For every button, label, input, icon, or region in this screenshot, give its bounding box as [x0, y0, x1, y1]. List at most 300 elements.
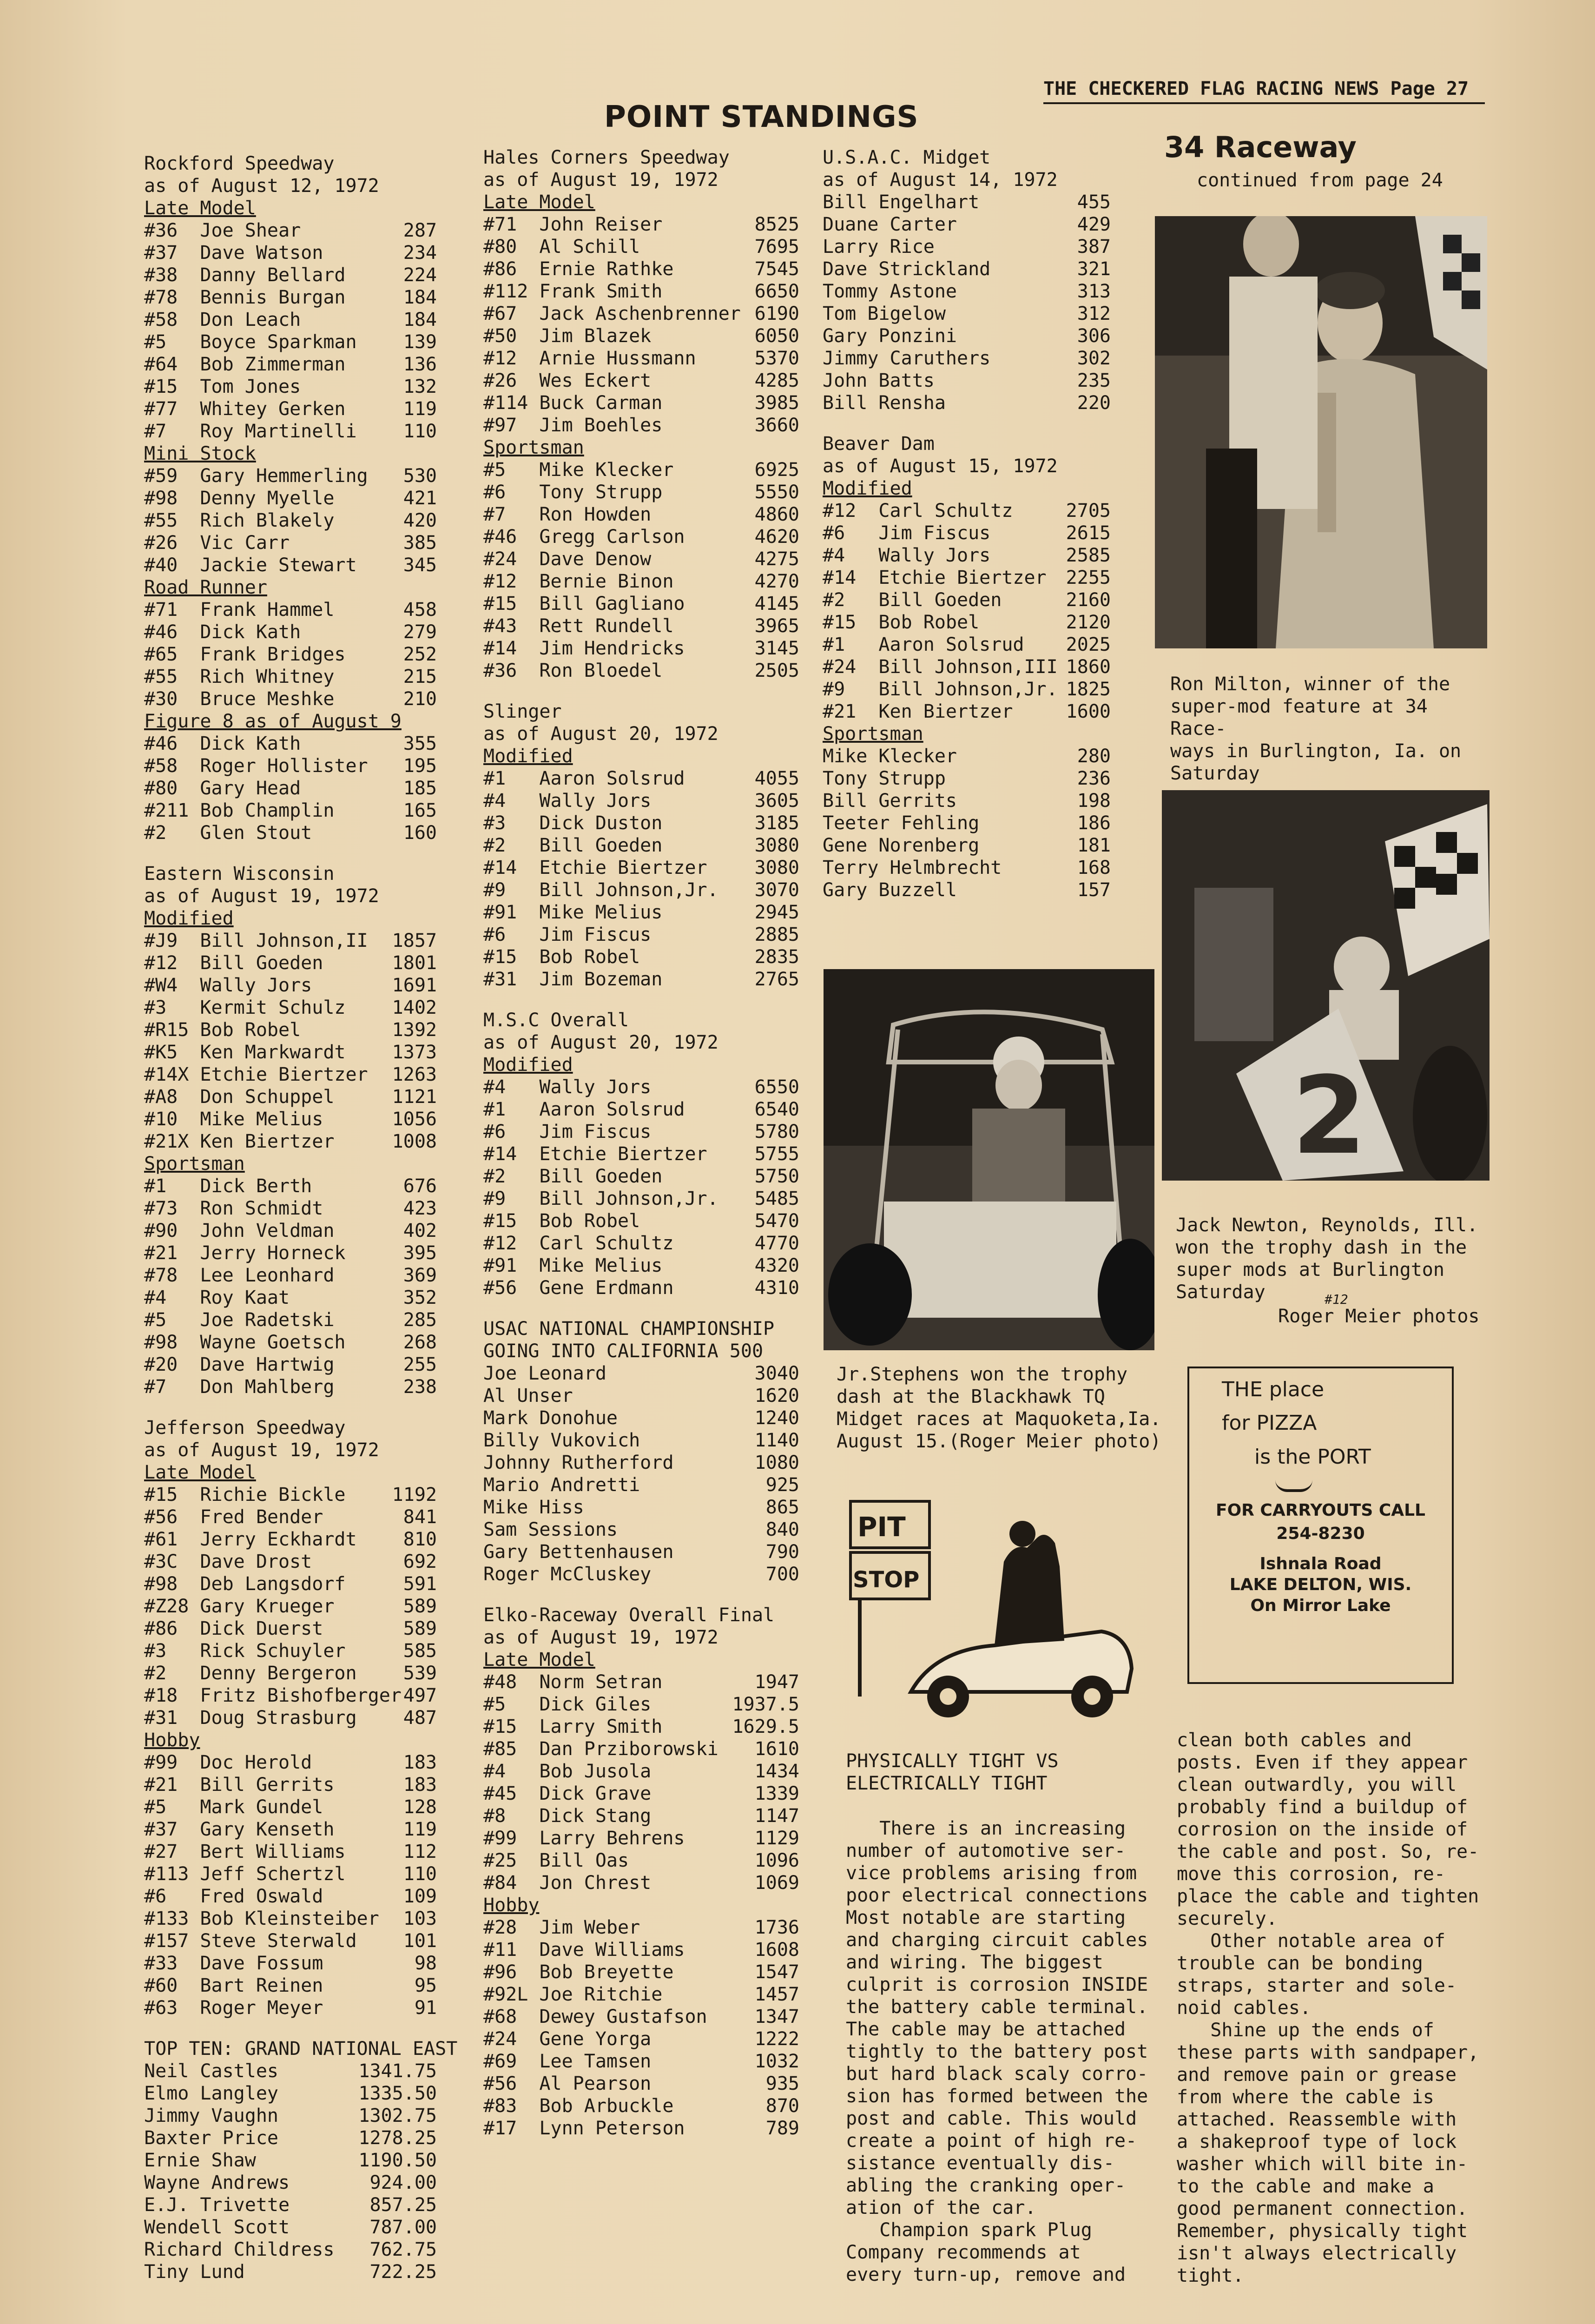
standings-row	[144, 398, 437, 420]
driver-points: 1947	[754, 1671, 799, 1693]
driver-points: 5550	[754, 482, 799, 503]
driver-name: #2 Denny Bergeron	[144, 1663, 357, 1684]
driver-name: #65 Frank Bridges	[144, 644, 346, 665]
driver-points: 4145	[754, 593, 799, 614]
standings-row	[483, 2006, 799, 2028]
driver-name: #2 Bill Goeden	[823, 589, 1002, 611]
driver-points: 2160	[1066, 589, 1111, 611]
driver-name: #15 Bob Robel	[483, 946, 640, 968]
driver-name: #7 Ron Howden	[483, 504, 652, 525]
standings-row	[483, 1693, 799, 1716]
photo-jr-stephens	[824, 969, 1154, 1350]
driver-points: 1056	[392, 1109, 437, 1130]
standings-heading: Elko-Raceway Overall Final	[483, 1604, 775, 1626]
driver-name: #64 Bob Zimmerman	[144, 354, 346, 375]
standings-row	[823, 745, 1111, 767]
driver-name: #55 Rich Blakely	[144, 510, 335, 531]
driver-points: 1302.75	[358, 2105, 437, 2126]
standings-heading: Jefferson Speedway	[144, 1417, 346, 1439]
driver-points: 302	[1077, 348, 1111, 369]
driver-points: 4770	[754, 1233, 799, 1254]
standings-row	[144, 755, 437, 777]
standings-block	[144, 2038, 458, 2283]
driver-name: #25 Bill Oas	[483, 1850, 629, 1871]
standings-row	[144, 1063, 437, 1086]
pit-stop-illustration	[841, 1492, 1139, 1724]
text-line: ation of the car.	[846, 2197, 1036, 2218]
driver-points: 1347	[754, 2006, 799, 2027]
standings-row	[144, 1885, 437, 1908]
driver-points: 857.25	[369, 2194, 437, 2216]
driver-points: 395	[403, 1242, 437, 1264]
standings-row	[144, 2172, 437, 2194]
driver-name: #8 Dick Stang	[483, 1805, 652, 1827]
photo-credit: Roger Meier photos	[1278, 1306, 1480, 1327]
standings-row	[144, 1353, 437, 1376]
standings-row	[483, 370, 799, 392]
driver-name: #46 Dick Kath	[144, 621, 301, 643]
driver-name: #83 Bob Arbuckle	[483, 2095, 674, 2117]
driver-name: #99 Doc Herold	[144, 1752, 312, 1773]
standings-row	[823, 522, 1111, 544]
driver-name: #63 Roger Meyer	[144, 1997, 323, 2019]
standings-class: Sportsman	[823, 723, 923, 745]
standings-row	[144, 930, 437, 952]
text-line: place the cable and tighten	[1177, 1886, 1479, 1907]
standings-row	[144, 1331, 437, 1353]
driver-name: #58 Roger Hollister	[144, 755, 368, 777]
driver-name: #91 Mike Melius	[483, 1255, 663, 1276]
text-line: isn't always electrically	[1177, 2243, 1457, 2264]
standings-row	[483, 637, 799, 660]
driver-points: 238	[403, 1376, 437, 1398]
standings-heading: M.S.C Overall	[483, 1010, 629, 1031]
driver-name: Teeter Fehling	[823, 812, 980, 834]
standings-class: Modified	[823, 478, 912, 499]
driver-name: #58 Don Leach	[144, 309, 301, 330]
driver-name: Wayne Andrews	[144, 2172, 290, 2193]
driver-name: #69 Lee Tamsen	[483, 2051, 652, 2072]
standings-row	[144, 1595, 437, 1618]
standings-row	[144, 1774, 437, 1796]
driver-points: 1147	[754, 1805, 799, 1827]
driver-name: Terry Helmbrecht	[823, 857, 1002, 878]
driver-points: 3080	[754, 857, 799, 878]
standings-row	[144, 1287, 437, 1309]
standings-row	[144, 1376, 437, 1398]
driver-points: 1373	[392, 1042, 437, 1063]
standings-row	[483, 213, 799, 236]
driver-name: E.J. Trivette	[144, 2194, 290, 2216]
driver-name: #15 Bob Robel	[483, 1210, 640, 1232]
driver-name: #37 Gary Kenseth	[144, 1819, 335, 1840]
driver-points: 5485	[754, 1188, 799, 1209]
standings-row	[483, 459, 799, 481]
standings-row	[144, 1551, 437, 1573]
standings-row	[483, 280, 799, 303]
ad-line-1: THE place	[1222, 1378, 1325, 1401]
text-line: posts. Even if they appear	[1177, 1752, 1468, 1773]
standings-row	[144, 1130, 437, 1153]
driver-name: #R15 Bob Robel	[144, 1019, 301, 1041]
driver-name: Larry Rice	[823, 236, 935, 257]
driver-name: Ernie Shaw	[144, 2150, 256, 2171]
standings-row	[144, 1974, 437, 1997]
driver-name: #73 Ron Schmidt	[144, 1198, 323, 1219]
standings-row	[144, 822, 437, 844]
standings-heading: as of August 14, 1972	[823, 169, 1058, 191]
standings-class: Sportsman	[483, 437, 584, 458]
driver-name: Bill Gerrits	[823, 790, 957, 812]
text-line: The cable may be attached	[846, 2019, 1126, 2040]
standings-row	[483, 325, 799, 347]
text-line: Saturday	[1170, 763, 1260, 784]
driver-points: 1620	[754, 1385, 799, 1406]
driver-points: 692	[403, 1551, 437, 1572]
standings-row	[483, 1452, 799, 1474]
driver-points: 585	[403, 1640, 437, 1662]
svg-text:PIT: PIT	[857, 1511, 906, 1543]
standings-row	[144, 621, 437, 643]
driver-name: Tony Strupp	[823, 768, 946, 789]
standings-row	[144, 1264, 437, 1287]
standings-row	[483, 946, 799, 968]
standings-row	[144, 1930, 437, 1952]
driver-points: 6190	[754, 303, 799, 324]
driver-points: 3070	[754, 879, 799, 901]
driver-points: 3040	[754, 1363, 799, 1384]
driver-points: 935	[765, 2073, 799, 2094]
driver-name: #6 Jim Fiscus	[483, 924, 652, 945]
driver-points: 313	[1077, 281, 1111, 302]
standings-row	[144, 599, 437, 621]
driver-name: #97 Jim Boehles	[483, 415, 663, 436]
driver-points: 2120	[1066, 612, 1111, 633]
driver-name: #5 Mike Klecker	[483, 459, 674, 481]
driver-name: Neil Castles	[144, 2060, 278, 2082]
driver-name: #77 Whitey Gerken	[144, 398, 346, 420]
driver-name: #48 Norm Setran	[483, 1671, 663, 1693]
driver-points: 2835	[754, 946, 799, 968]
standings-row	[823, 544, 1111, 567]
driver-name: #33 Dave Fossum	[144, 1953, 323, 1974]
driver-points: 789	[765, 2118, 799, 2139]
standings-row	[144, 2261, 437, 2283]
driver-name: #46 Dick Kath	[144, 733, 301, 754]
driver-points: 183	[403, 1752, 437, 1773]
standings-row	[483, 414, 799, 436]
text-line: sistance eventually dis-	[846, 2152, 1114, 2174]
driver-name: #61 Jerry Eckhardt	[144, 1529, 357, 1550]
driver-points: 1240	[754, 1407, 799, 1429]
standings-row	[144, 643, 437, 666]
driver-name: Gary Bettenhausen	[483, 1541, 674, 1563]
standings-row	[144, 1952, 437, 1974]
text-line: every turn-up, remove and	[846, 2264, 1126, 2285]
standings-row	[823, 857, 1111, 879]
standings-row	[823, 347, 1111, 370]
driver-name: #68 Dewey Gustafson	[483, 2006, 707, 2027]
driver-points: 312	[1077, 303, 1111, 324]
driver-points: 5470	[754, 1210, 799, 1232]
driver-points: 128	[403, 1796, 437, 1818]
driver-name: #92L Joe Ritchie	[483, 1984, 663, 2005]
driver-name: #K5 Ken Markwardt	[144, 1042, 346, 1063]
standings-row	[144, 1796, 437, 1818]
driver-name: Al Unser	[483, 1385, 573, 1406]
text-line: ways in Burlington, Ia. on	[1170, 740, 1462, 762]
driver-name: Johnny Rutherford	[483, 1452, 674, 1473]
driver-name: #80 Gary Head	[144, 778, 301, 799]
text-line: create a point of high re-	[846, 2130, 1137, 2152]
driver-points: 1341.75	[358, 2060, 437, 2082]
driver-points: 6650	[754, 281, 799, 302]
driver-points: 186	[1077, 812, 1111, 834]
driver-points: 8525	[754, 214, 799, 235]
driver-points: 1008	[392, 1131, 437, 1152]
driver-name: #15 Bill Gagliano	[483, 593, 685, 614]
driver-name: #18 Fritz Bishofberger	[144, 1685, 402, 1706]
driver-points: 423	[403, 1198, 437, 1219]
driver-name: #2 Bill Goeden	[483, 1166, 663, 1187]
svg-text:STOP: STOP	[853, 1567, 920, 1593]
text-line: vice problems arising from	[846, 1862, 1137, 1884]
text-line: Ron Milton, winner of the	[1170, 673, 1450, 695]
standings-row	[144, 1197, 437, 1220]
standings-row	[483, 236, 799, 258]
standings-row	[823, 325, 1111, 347]
driver-name: #50 Jim Blazek	[483, 325, 652, 347]
standings-row	[483, 790, 799, 812]
text-line: trouble can be bonding	[1177, 1953, 1423, 1974]
standings-row	[483, 1716, 799, 1738]
driver-name: #27 Bert Williams	[144, 1841, 346, 1862]
driver-name: #12 Bill Goeden	[144, 952, 323, 974]
standings-class: Late Model	[144, 1462, 256, 1483]
driver-points: 6925	[754, 459, 799, 481]
standings-heading: as of August 15, 1972	[823, 456, 1058, 477]
driver-points: 4275	[754, 548, 799, 570]
standings-class: Late Model	[144, 198, 256, 219]
ad-line-7: LAKE DELTON, WIS.	[1229, 1575, 1412, 1594]
standings-row	[483, 834, 799, 857]
text-line: straps, starter and sole-	[1177, 1975, 1457, 1996]
standings-row	[483, 660, 799, 682]
standings-row	[483, 2073, 799, 2095]
standings-row	[483, 1983, 799, 2006]
standings-row	[483, 1805, 799, 1827]
standings-row	[823, 790, 1111, 812]
driver-name: #86 Dick Duerst	[144, 1618, 323, 1639]
driver-points: 3985	[754, 392, 799, 414]
standings-row	[144, 1019, 437, 1041]
standings-row	[483, 1760, 799, 1783]
standings-row	[823, 834, 1111, 857]
standings-row	[483, 1827, 799, 1849]
driver-name: #30 Bruce Meshke	[144, 688, 335, 710]
standings-row	[823, 634, 1111, 656]
driver-name: Elmo Langley	[144, 2083, 278, 2104]
driver-points: 1457	[754, 1984, 799, 2005]
driver-points: 5780	[754, 1121, 799, 1142]
driver-points: 2705	[1066, 500, 1111, 522]
pizza-advertisement	[1187, 1367, 1454, 1684]
driver-points: 215	[403, 666, 437, 687]
driver-name: #14 Etchie Biertzer	[483, 857, 707, 878]
driver-points: 95	[414, 1975, 437, 1996]
standings-heading: Beaver Dam	[823, 433, 935, 455]
driver-points: 7545	[754, 258, 799, 280]
text-line: There is an increasing	[846, 1818, 1126, 1839]
driver-points: 3185	[754, 812, 799, 834]
text-line: the battery cable terminal.	[846, 1996, 1148, 2018]
driver-points: 185	[403, 778, 437, 799]
driver-points: 110	[403, 421, 437, 442]
standings-row	[483, 1165, 799, 1188]
driver-name: #36 Joe Shear	[144, 220, 301, 241]
driver-points: 700	[765, 1564, 799, 1585]
text-line: Jack Newton, Reynolds, Ill.	[1176, 1215, 1478, 1236]
driver-name: #14 Jim Hendricks	[483, 638, 685, 659]
driver-name: #A8 Don Schuppel	[144, 1086, 335, 1108]
driver-name: #85 Dan Prziborowski	[483, 1738, 718, 1760]
driver-points: 352	[403, 1287, 437, 1308]
driver-points: 676	[403, 1175, 437, 1197]
driver-name: #15 Larry Smith	[483, 1716, 663, 1737]
text-line: but hard black scaly corro-	[846, 2063, 1148, 2085]
driver-name: #114 Buck Carman	[483, 392, 663, 414]
driver-name: #7 Roy Martinelli	[144, 421, 357, 442]
driver-name: #26 Vic Carr	[144, 532, 290, 554]
standings-row	[823, 812, 1111, 834]
driver-points: 355	[403, 733, 437, 754]
driver-points: 168	[1077, 857, 1111, 878]
standings-row	[483, 303, 799, 325]
driver-name: #3 Dick Duston	[483, 812, 663, 834]
standings-row	[823, 656, 1111, 678]
standings-row	[144, 532, 437, 554]
standings-block	[144, 863, 437, 1398]
standings-row	[144, 799, 437, 822]
standings-row	[144, 2194, 437, 2216]
driver-name: #21X Ken Biertzer	[144, 1131, 335, 1152]
driver-points: 136	[403, 354, 437, 375]
driver-name: #6 Tony Strupp	[483, 482, 663, 503]
driver-name: #W4 Wally Jors	[144, 975, 312, 996]
driver-points: 103	[403, 1908, 437, 1929]
standings-row	[483, 1783, 799, 1805]
ad-line-3: is the PORT	[1254, 1445, 1371, 1469]
driver-points: 139	[403, 331, 437, 353]
standings-row	[483, 2050, 799, 2073]
standings-row	[483, 1563, 799, 1585]
driver-points: 4285	[754, 370, 799, 391]
driver-points: 109	[403, 1886, 437, 1907]
standings-row	[144, 1818, 437, 1841]
driver-points: 7695	[754, 236, 799, 257]
driver-points: 160	[403, 822, 437, 844]
standings-row	[144, 666, 437, 688]
driver-name: Bill Engelhart	[823, 191, 980, 213]
standings-row	[823, 392, 1111, 414]
driver-points: 345	[403, 555, 437, 576]
standings-heading: USAC NATIONAL CHAMPIONSHIP	[483, 1318, 775, 1340]
standings-row	[144, 2060, 437, 2082]
car-number: 2	[1292, 1054, 1367, 1178]
driver-name: #98 Wayne Goetsch	[144, 1332, 346, 1353]
driver-name: #211 Bob Champlin	[144, 800, 335, 821]
driver-points: 91	[414, 1997, 437, 2019]
driver-points: 181	[1077, 835, 1111, 856]
standings-row	[823, 767, 1111, 790]
driver-points: 132	[403, 376, 437, 397]
standings-class: Hobby	[144, 1730, 200, 1751]
driver-points: 487	[403, 1707, 437, 1729]
text-line: washer which will bite in-	[1177, 2153, 1468, 2175]
driver-name: #59 Gary Hemmerling	[144, 465, 368, 487]
driver-points: 255	[403, 1354, 437, 1375]
driver-name: #12 Carl Schultz	[483, 1233, 674, 1254]
handwritten-mark: #12	[1325, 1292, 1348, 1307]
driver-name: #15 Bob Robel	[823, 612, 980, 633]
text-line: culprit is corrosion INSIDE	[846, 1974, 1148, 1995]
driver-points: 1278.25	[358, 2127, 437, 2149]
standings-row	[483, 1210, 799, 1232]
standings-heading: as of August 12, 1972	[144, 175, 379, 197]
driver-name: #4 Wally Jors	[823, 545, 991, 566]
driver-name: #90 John Veldman	[144, 1220, 335, 1241]
driver-points: 220	[1077, 392, 1111, 414]
standings-heading: Slinger	[483, 701, 562, 722]
driver-points: 184	[403, 309, 437, 330]
driver-points: 6550	[754, 1076, 799, 1098]
standings-row	[483, 1671, 799, 1693]
standings-row	[483, 1916, 799, 1939]
standings-row	[823, 280, 1111, 303]
driver-name: Mark Donohue	[483, 1407, 618, 1429]
driver-points: 402	[403, 1220, 437, 1241]
driver-name: #4 Bob Jusola	[483, 1761, 652, 1782]
driver-points: 6540	[754, 1099, 799, 1120]
standings-row	[483, 901, 799, 924]
text-line: and wiring. The biggest	[846, 1952, 1103, 1973]
standings-block	[483, 146, 799, 682]
driver-name: #31 Doug Strasburg	[144, 1707, 357, 1729]
standings-row	[483, 1407, 799, 1429]
standings-block	[483, 1318, 799, 1585]
text-line: August 15.(Roger Meier photo)	[837, 1431, 1161, 1452]
driver-points: 2615	[1066, 522, 1111, 544]
driver-points: 1140	[754, 1430, 799, 1451]
standings-heading: TOP TEN: GRAND NATIONAL EAST	[144, 2038, 458, 2060]
standings-heading: as of August 20, 1972	[483, 723, 718, 745]
standings-row	[823, 213, 1111, 236]
standings-row	[823, 678, 1111, 700]
driver-points: 4270	[754, 571, 799, 592]
standings-row	[483, 1961, 799, 1983]
standings-row	[144, 974, 437, 997]
photo-ron-milton	[1155, 216, 1487, 648]
driver-points: 235	[1077, 370, 1111, 391]
article-column-a	[846, 1817, 1171, 2286]
driver-name: #38 Danny Bellard	[144, 264, 346, 286]
driver-name: #71 John Reiser	[483, 214, 663, 235]
text-line: noid cables.	[1177, 1997, 1311, 2019]
text-line: attached. Reassemble with	[1177, 2109, 1457, 2130]
driver-points: 369	[403, 1265, 437, 1286]
driver-points: 1608	[754, 1939, 799, 1961]
driver-points: 285	[403, 1309, 437, 1331]
